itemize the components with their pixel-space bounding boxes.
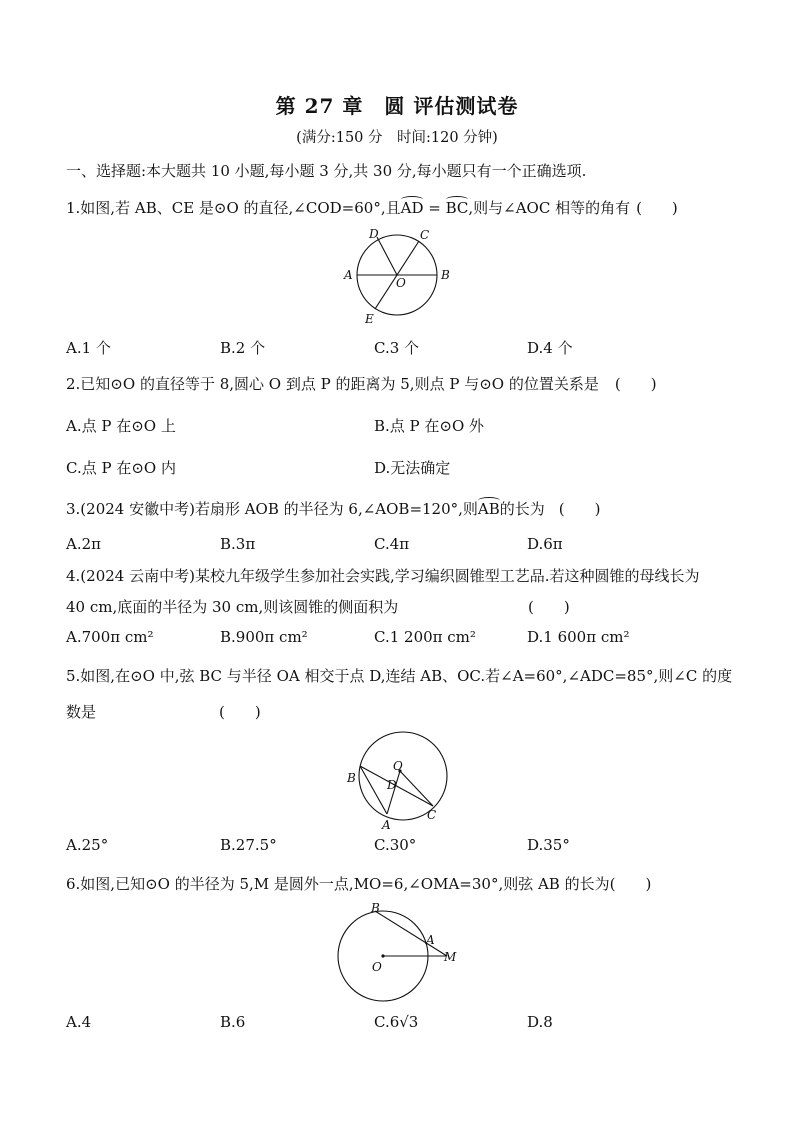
question-5-line-2: 数是 ( ) — [66, 703, 261, 721]
q3-option-a[interactable]: A.2π — [66, 535, 102, 553]
q2-option-a[interactable]: A.点 P 在⊙O 上 — [66, 417, 176, 435]
q1-option-a[interactable]: A.1 个 — [66, 339, 111, 357]
q5-option-b[interactable]: B.27.5° — [220, 836, 277, 854]
q6-option-d[interactable]: D.8 — [527, 1013, 553, 1031]
q1-option-b[interactable]: B.2 个 — [220, 339, 266, 357]
question-2: 2.已知⊙O 的直径等于 8,圆心 O 到点 P 的距离为 5,则点 P 与⊙O 的位置关系是 ( ) — [66, 375, 657, 393]
question-6: 6.如图,已知⊙O 的半径为 5,M 是圆外一点,MO=6,∠OMA=30°,则弦 AB 的长为( ) — [66, 875, 652, 893]
label-o: O — [393, 759, 403, 773]
q1-option-d[interactable]: D.4 个 — [527, 339, 573, 357]
exam-subtitle: (满分:150 分 时间:120 分钟) — [296, 130, 498, 146]
q6-option-c[interactable]: C.6√3 — [374, 1013, 419, 1031]
label-d: D — [369, 227, 379, 241]
section-heading: 一、选择题:本大题共 10 小题,每小题 3 分,共 30 分,每小题只有一个正确选项. — [66, 162, 587, 180]
q3-option-d[interactable]: D.6π — [527, 535, 563, 553]
q4-option-a[interactable]: A.700π cm² — [66, 628, 154, 646]
label-c: C — [420, 228, 430, 242]
q5-option-a[interactable]: A.25° — [66, 836, 109, 854]
q4-option-d[interactable]: D.1 600π cm² — [527, 628, 630, 646]
q2-option-c[interactable]: C.点 P 在⊙O 内 — [66, 459, 176, 477]
figure-q6 — [335, 900, 465, 1005]
q2-option-d[interactable]: D.无法确定 — [374, 459, 451, 477]
q3-option-c[interactable]: C.4π — [374, 535, 410, 553]
page-title: 第 27 章 圆 评估测试卷 — [275, 94, 519, 118]
arc-ab: AB — [477, 500, 500, 518]
q4-option-b[interactable]: B.900π cm² — [220, 628, 308, 646]
question-1: 1.如图,若 AB、CE 是⊙O 的直径,∠COD=60°,且AD = BC,则与∠AOC 相等的角有 ( ) — [66, 199, 678, 217]
q6-option-b[interactable]: B.6 — [220, 1013, 246, 1031]
question-4-line-2: 40 cm,底面的半径为 30 cm,则该圆锥的侧面积为 ( ) — [66, 598, 570, 616]
q4-option-c[interactable]: C.1 200π cm² — [374, 628, 476, 646]
arc-bc: BC — [445, 199, 469, 217]
label-m: M — [444, 950, 457, 964]
label-b: B — [371, 901, 380, 915]
q5-option-d[interactable]: D.35° — [527, 836, 570, 854]
question-5-line-1: 5.如图,在⊙O 中,弦 BC 与半径 OA 相交于点 D,连结 AB、OC.若∠A=60°,∠ADC=85°,则∠C 的度 — [66, 667, 733, 685]
label-o: O — [372, 960, 382, 974]
label-d: D — [387, 778, 397, 792]
q1-option-c[interactable]: C.3 个 — [374, 339, 420, 357]
figure-q5 — [343, 726, 453, 831]
q5-option-c[interactable]: C.30° — [374, 836, 417, 854]
label-b: B — [347, 771, 356, 785]
q3-option-b[interactable]: B.3π — [220, 535, 256, 553]
q2-option-b[interactable]: B.点 P 在⊙O 外 — [374, 417, 485, 435]
figure-q1 — [340, 226, 455, 326]
question-3: 3.(2024 安徽中考)若扇形 AOB 的半径为 6,∠AOB=120°,则AB的长为 ( ) — [66, 500, 601, 518]
q6-option-a[interactable]: A.4 — [66, 1013, 92, 1031]
question-4-line-1: 4.(2024 云南中考)某校九年级学生参加社会实践,学习编织圆锥型工艺品.若这种圆锥的母线长为 — [66, 567, 700, 585]
label-b: B — [441, 268, 450, 282]
label-a: A — [382, 818, 391, 832]
label-a: A — [344, 268, 353, 282]
label-a: A — [426, 933, 435, 947]
label-e: E — [365, 312, 374, 326]
label-o: O — [396, 276, 406, 290]
label-c: C — [427, 808, 437, 822]
arc-ad: AD — [400, 199, 424, 217]
